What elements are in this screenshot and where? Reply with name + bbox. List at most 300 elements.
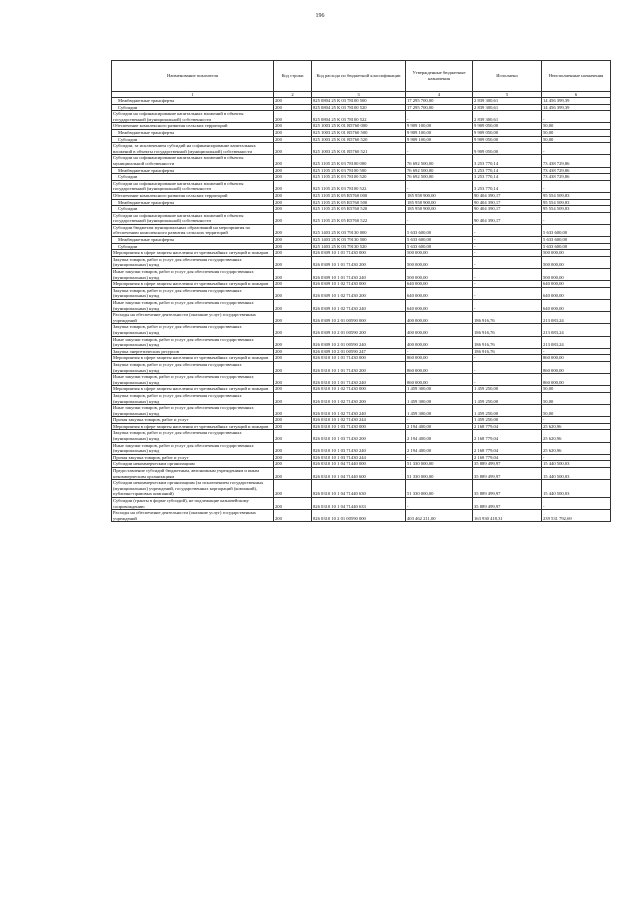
header-approved: Утвержденные бюджетные назначения xyxy=(406,61,473,92)
row-approved: 400 000,00 xyxy=(406,336,473,348)
column-number: 2 xyxy=(274,92,312,98)
row-unexecuted: 500 000,00 xyxy=(542,250,611,257)
row-unexecuted: - xyxy=(542,212,611,224)
row-name: Субсидии, за исключением субсидий на софинансирование капитальных вложений в объекты государственной (муниципальной) собственности xyxy=(112,143,274,155)
table-row xyxy=(112,442,611,454)
row-line-code: 200 xyxy=(274,129,312,136)
row-unexecuted: 50,00 xyxy=(542,123,611,130)
table-row xyxy=(112,454,611,461)
row-name: Субсидии xyxy=(112,206,274,213)
row-name: Субсидии xyxy=(112,104,274,111)
row-approved: - xyxy=(406,212,473,224)
row-kbk: 825 1403 25 К 03 79130 500 xyxy=(312,237,406,244)
row-name: Иные закупки товаров, работ и услуг для обеспечения государственных (муниципальных) нужд xyxy=(112,269,274,281)
row-kbk: 825 1105 25 К 03 78100 000 xyxy=(312,155,406,167)
row-executed: 35 889 499,97 xyxy=(473,498,542,510)
table-row xyxy=(112,111,611,123)
row-kbk: 826 0310 10 1 04 71440 633 xyxy=(312,498,406,510)
row-kbk: 825 1105 25 К 03 78100 522 xyxy=(312,180,406,192)
row-line-code: 200 xyxy=(274,336,312,348)
table-row xyxy=(112,300,611,312)
row-name: Закупка товаров, работ и услуг для обеспечения государственных (муниципальных) нужд xyxy=(112,361,274,373)
row-unexecuted: 860 000,00 xyxy=(542,374,611,386)
row-name: Мероприятия в сфере защиты населения от чрезвычайных ситуаций и пожаров xyxy=(112,250,274,257)
row-kbk: 825 1003 25 К 01 R5760 521 xyxy=(312,143,406,155)
row-approved: 9 909 100,00 xyxy=(406,123,473,130)
row-name: Субсидии на софинансирование капитальных вложений в объекты государственной (муниципальной) собственности xyxy=(112,180,274,192)
row-line-code: 200 xyxy=(274,300,312,312)
row-name: Иные закупки товаров, работ и услуг для обеспечения государственных (муниципальных) нужд xyxy=(112,374,274,386)
row-approved: 2 194 400,00 xyxy=(406,442,473,454)
row-approved: - xyxy=(406,348,473,355)
row-unexecuted: 640 000,00 xyxy=(542,300,611,312)
header-kbk: Код расхода по бюджетной классификации xyxy=(312,61,406,92)
row-kbk: 825 1003 25 К 01 R5760 520 xyxy=(312,136,406,143)
row-unexecuted: 15 440 500,03 xyxy=(542,480,611,498)
row-unexecuted: 50,00 xyxy=(542,386,611,393)
row-unexecuted: 640 000,00 xyxy=(542,281,611,288)
row-approved: 500 000,00 xyxy=(406,256,473,268)
row-approved: - xyxy=(406,111,473,123)
row-executed: 2 839 300,61 xyxy=(473,104,542,111)
row-name: Субсидии xyxy=(112,174,274,181)
page-number: 196 xyxy=(315,13,325,19)
row-executed: 9 909 050,00 xyxy=(473,123,542,130)
row-line-code: 200 xyxy=(274,167,312,174)
row-name: Субсидии некоммерческим организациям xyxy=(112,461,274,468)
row-kbk: 826 0310 10 1 04 71440 630 xyxy=(312,480,406,498)
row-approved: - xyxy=(406,417,473,424)
row-unexecuted: - xyxy=(542,454,611,461)
column-number: 4 xyxy=(406,92,473,98)
row-kbk: 826 0309 10 1 01 71430 240 xyxy=(312,269,406,281)
row-line-code: 200 xyxy=(274,324,312,336)
row-unexecuted: - xyxy=(542,348,611,355)
row-line-code: 200 xyxy=(274,155,312,167)
row-executed: 2 168 779,04 xyxy=(473,442,542,454)
row-kbk: 825 1105 25 К 03 78100 500 xyxy=(312,167,406,174)
row-approved: 185 958 900,00 xyxy=(406,192,473,199)
row-line-code: 200 xyxy=(274,461,312,468)
row-line-code: 200 xyxy=(274,192,312,199)
row-line-code: 200 xyxy=(274,480,312,498)
row-name: Субсидии бюджетам муниципальных образований на мероприятия по обеспечению комплексного развития сельских территорий xyxy=(112,224,274,236)
row-approved: 640 000,00 xyxy=(406,281,473,288)
row-executed: 186 916,76 xyxy=(473,312,542,324)
row-approved: 640 000,00 xyxy=(406,300,473,312)
row-executed: 90 404 390,17 xyxy=(473,206,542,213)
row-name: Субсидии на софинансирование капитальных вложений в объекты государственной (муниципальной) собственности xyxy=(112,111,274,123)
row-line-code: 200 xyxy=(274,136,312,143)
row-line-code: 200 xyxy=(274,174,312,181)
row-approved: - xyxy=(406,180,473,192)
row-name: Субсидии некоммерческим организациям (за исключением государственных (муниципальных) учреждений, государственных корпораций (компаний), публично-правовых компаний) xyxy=(112,480,274,498)
row-unexecuted: 73 438 729,86 xyxy=(542,155,611,167)
row-unexecuted: 500 000,00 xyxy=(542,269,611,281)
row-approved: 1 459 300,00 xyxy=(406,405,473,417)
row-line-code: 200 xyxy=(274,430,312,442)
row-approved: 2 194 400,00 xyxy=(406,423,473,430)
row-line-code: 200 xyxy=(274,348,312,355)
row-unexecuted: 640 000,00 xyxy=(542,287,611,299)
row-line-code: 200 xyxy=(274,143,312,155)
row-approved: 400 000,00 xyxy=(406,324,473,336)
row-executed: 1 459 250,00 xyxy=(473,386,542,393)
row-name: Иные закупки товаров, работ и услуг для обеспечения государственных (муниципальных) нужд xyxy=(112,442,274,454)
row-kbk: 826 0309 10 1 02 71430 000 xyxy=(312,281,406,288)
row-approved: 76 692 500,00 xyxy=(406,174,473,181)
row-unexecuted: - xyxy=(542,417,611,424)
row-approved: 9 909 100,00 xyxy=(406,129,473,136)
row-line-code: 200 xyxy=(274,423,312,430)
row-unexecuted: 14 456 399,39 xyxy=(542,98,611,105)
row-name: Межбюджетные трансферты xyxy=(112,167,274,174)
table-row xyxy=(112,98,611,105)
row-line-code: 200 xyxy=(274,417,312,424)
row-line-code: 200 xyxy=(274,224,312,236)
table-row xyxy=(112,480,611,498)
header-name: Наименование показателя xyxy=(112,61,274,92)
column-number: 1 xyxy=(112,92,274,98)
table-row xyxy=(112,256,611,268)
row-unexecuted: 50,00 xyxy=(542,392,611,404)
table-row xyxy=(112,143,611,155)
table-body xyxy=(112,98,611,522)
row-unexecuted: 15 440 500,03 xyxy=(542,468,611,480)
row-unexecuted: 239 531 792,69 xyxy=(542,510,611,522)
row-executed: 2 168 779,04 xyxy=(473,423,542,430)
row-unexecuted: 500 000,00 xyxy=(542,256,611,268)
row-executed: - xyxy=(473,237,542,244)
row-approved: 5 633 600,00 xyxy=(406,237,473,244)
column-number: 3 xyxy=(312,92,406,98)
row-name: Межбюджетные трансферты xyxy=(112,129,274,136)
row-line-code: 200 xyxy=(274,123,312,130)
table-row xyxy=(112,206,611,213)
column-number: 5 xyxy=(473,92,542,98)
row-approved: 5 633 600,00 xyxy=(406,243,473,250)
row-kbk: 826 0310 10 1 01 71430 200 xyxy=(312,361,406,373)
row-name: Субсидии на софинансирование капитальных вложений в объекты муниципальной собственности xyxy=(112,155,274,167)
row-line-code: 200 xyxy=(274,498,312,510)
row-kbk: 826 0309 10 1 02 71430 200 xyxy=(312,287,406,299)
row-approved: 76 692 500,00 xyxy=(406,155,473,167)
header-unexecuted: Неисполненные назначения xyxy=(542,61,611,92)
row-executed: - xyxy=(473,256,542,268)
table-row xyxy=(112,129,611,136)
row-executed: 2 839 300,61 xyxy=(473,111,542,123)
row-approved: - xyxy=(406,454,473,461)
row-line-code: 200 xyxy=(274,468,312,480)
header-executed: Исполнено xyxy=(473,61,542,92)
row-kbk: 826 0310 10 1 04 71440 600 xyxy=(312,468,406,480)
row-kbk: 826 0309 10 2 01 00590 247 xyxy=(312,348,406,355)
row-line-code: 200 xyxy=(274,405,312,417)
row-line-code: 200 xyxy=(274,269,312,281)
row-line-code: 200 xyxy=(274,212,312,224)
row-name: Расходы на обеспечение деятельности (оказание услуг) государственных учреждений xyxy=(112,510,274,522)
budget-execution-table xyxy=(111,60,611,522)
table-row xyxy=(112,423,611,430)
row-approved: 500 000,00 xyxy=(406,269,473,281)
row-approved: 185 958 900,00 xyxy=(406,206,473,213)
row-approved: 5 633 600,00 xyxy=(406,224,473,236)
row-kbk: 825 0804 25 К 03 78100 522 xyxy=(312,111,406,123)
table-row xyxy=(112,336,611,348)
row-approved: 51 330 000,00 xyxy=(406,461,473,468)
row-executed: 35 889 499,97 xyxy=(473,468,542,480)
row-unexecuted: 25 620,96 xyxy=(542,442,611,454)
row-line-code: 200 xyxy=(274,361,312,373)
row-approved: 860 000,00 xyxy=(406,355,473,362)
row-unexecuted: 50,00 xyxy=(542,405,611,417)
row-kbk: 826 0310 10 1 01 71430 240 xyxy=(312,374,406,386)
table-row xyxy=(112,269,611,281)
row-executed: - xyxy=(473,361,542,373)
row-kbk: 825 1403 25 К 03 79130 520 xyxy=(312,243,406,250)
row-unexecuted: 213 083,24 xyxy=(542,324,611,336)
row-approved: 1 459 300,00 xyxy=(406,392,473,404)
row-line-code: 200 xyxy=(274,355,312,362)
row-unexecuted: - xyxy=(542,111,611,123)
row-executed: - xyxy=(473,300,542,312)
row-executed: - xyxy=(473,281,542,288)
row-executed: 9 909 050,00 xyxy=(473,136,542,143)
table-row xyxy=(112,281,611,288)
table-row xyxy=(112,468,611,480)
row-kbk: 826 0310 10 1 03 71430 200 xyxy=(312,430,406,442)
row-kbk: 826 0309 10 1 01 71430 000 xyxy=(312,250,406,257)
row-kbk: 825 1105 25 К 05 R5760 500 xyxy=(312,199,406,206)
row-approved: 403 462 211,00 xyxy=(406,510,473,522)
row-name: Расходы на обеспечение деятельности (оказание услуг) государственных учреждений xyxy=(112,312,274,324)
row-name: Межбюджетные трансферты xyxy=(112,199,274,206)
table-row xyxy=(112,417,611,424)
table-row xyxy=(112,192,611,199)
row-executed: - xyxy=(473,355,542,362)
row-name: Прочая закупка товаров, работ и услуг xyxy=(112,454,274,461)
row-executed: 90 404 390,17 xyxy=(473,192,542,199)
row-kbk: 825 1003 25 К 01 R5760 000 xyxy=(312,123,406,130)
row-executed: 9 909 050,00 xyxy=(473,143,542,155)
row-executed: - xyxy=(473,224,542,236)
table-row xyxy=(112,136,611,143)
row-approved: 400 000,00 xyxy=(406,312,473,324)
row-kbk: 826 0309 10 2 01 00590 200 xyxy=(312,324,406,336)
row-line-code: 200 xyxy=(274,250,312,257)
row-kbk: 826 0310 10 1 03 71430 000 xyxy=(312,423,406,430)
row-unexecuted: - xyxy=(542,498,611,510)
row-kbk: 825 0804 25 К 03 78100 520 xyxy=(312,104,406,111)
row-executed: 1 459 250,00 xyxy=(473,405,542,417)
row-executed: 1 459 250,00 xyxy=(473,392,542,404)
row-approved: 17 295 700,00 xyxy=(406,104,473,111)
row-executed: 3 253 770,14 xyxy=(473,180,542,192)
row-kbk: 825 1105 25 К 05 R5760 522 xyxy=(312,212,406,224)
table-row xyxy=(112,498,611,510)
table-row xyxy=(112,243,611,250)
table-row xyxy=(112,123,611,130)
row-name: Иные закупки товаров, работ и услуг для обеспечения государственных (муниципальных) нужд xyxy=(112,336,274,348)
table-row xyxy=(112,430,611,442)
row-kbk: 826 0310 10 1 04 71440 000 xyxy=(312,461,406,468)
table-row xyxy=(112,180,611,192)
row-line-code: 200 xyxy=(274,287,312,299)
table-row xyxy=(112,312,611,324)
row-kbk: 825 1105 25 К 05 R5760 520 xyxy=(312,206,406,213)
row-line-code: 200 xyxy=(274,454,312,461)
row-approved: 500 000,00 xyxy=(406,250,473,257)
row-unexecuted: 5 633 600,00 xyxy=(542,243,611,250)
row-name: Закупка энергетических ресурсов xyxy=(112,348,274,355)
row-approved: 76 692 500,00 xyxy=(406,167,473,174)
row-approved: 640 000,00 xyxy=(406,287,473,299)
row-kbk: 826 0310 10 1 02 71430 240 xyxy=(312,405,406,417)
table-row xyxy=(112,510,611,522)
table-row xyxy=(112,104,611,111)
row-unexecuted: 50,00 xyxy=(542,136,611,143)
row-unexecuted: 95 554 509,83 xyxy=(542,192,611,199)
row-line-code: 200 xyxy=(274,206,312,213)
table-row xyxy=(112,237,611,244)
row-name: Предоставление субсидий бюджетным, автономным учреждениям и иным некоммерческим организациям xyxy=(112,468,274,480)
row-unexecuted: 860 000,00 xyxy=(542,355,611,362)
row-approved: 185 958 900,00 xyxy=(406,199,473,206)
row-unexecuted: 15 440 500,03 xyxy=(542,461,611,468)
row-unexecuted: 213 083,24 xyxy=(542,336,611,348)
table-row xyxy=(112,386,611,393)
row-name: Обеспечение комплексного развития сельских территорий xyxy=(112,192,274,199)
table-row xyxy=(112,392,611,404)
row-unexecuted: 95 554 509,83 xyxy=(542,206,611,213)
row-approved: - xyxy=(406,498,473,510)
row-executed: 35 889 499,97 xyxy=(473,480,542,498)
table-row xyxy=(112,361,611,373)
table-row xyxy=(112,155,611,167)
row-executed: 3 253 770,14 xyxy=(473,174,542,181)
table-row xyxy=(112,348,611,355)
row-executed: 186 916,76 xyxy=(473,324,542,336)
row-approved: 51 330 000,00 xyxy=(406,468,473,480)
column-number: 6 xyxy=(542,92,611,98)
row-approved: 9 909 100,00 xyxy=(406,136,473,143)
row-unexecuted: 73 438 729,86 xyxy=(542,167,611,174)
row-approved: - xyxy=(406,143,473,155)
row-unexecuted: 95 554 509,83 xyxy=(542,199,611,206)
row-name: Закупка товаров, работ и услуг для обеспечения государственных (муниципальных) нужд xyxy=(112,324,274,336)
row-line-code: 200 xyxy=(274,281,312,288)
row-name: Субсидии на софинансирование капитальных вложений в объекты государственной (муниципальной) собственности xyxy=(112,212,274,224)
row-kbk: 826 0309 10 1 01 71430 200 xyxy=(312,256,406,268)
row-executed: - xyxy=(473,250,542,257)
row-line-code: 200 xyxy=(274,386,312,393)
row-kbk: 826 0309 10 2 01 00590 240 xyxy=(312,336,406,348)
row-approved: 51 330 000,00 xyxy=(406,480,473,498)
row-name: Мероприятия в сфере защиты населения от чрезвычайных ситуаций и пожаров xyxy=(112,281,274,288)
row-name: Субсидии xyxy=(112,136,274,143)
row-executed: 2 168 779,04 xyxy=(473,454,542,461)
row-unexecuted: 73 438 729,86 xyxy=(542,174,611,181)
row-executed: 2 168 779,04 xyxy=(473,430,542,442)
row-name: Иные закупки товаров, работ и услуг для обеспечения государственных (муниципальных) нужд xyxy=(112,300,274,312)
row-kbk: 826 0309 10 2 01 00590 000 xyxy=(312,312,406,324)
row-name: Закупка товаров, работ и услуг для обеспечения государственных (муниципальных) нужд xyxy=(112,287,274,299)
row-line-code: 200 xyxy=(274,510,312,522)
row-name: Межбюджетные трансферты xyxy=(112,98,274,105)
row-executed: 90 404 390,17 xyxy=(473,199,542,206)
row-unexecuted: 14 456 399,39 xyxy=(542,104,611,111)
row-name: Мероприятия в сфере защиты населения от чрезвычайных ситуаций и пожаров xyxy=(112,386,274,393)
row-executed: 186 916,76 xyxy=(473,348,542,355)
row-kbk: 826 0310 10 1 02 71430 200 xyxy=(312,392,406,404)
row-unexecuted: 213 083,24 xyxy=(542,312,611,324)
row-line-code: 200 xyxy=(274,104,312,111)
row-line-code: 200 xyxy=(274,180,312,192)
row-kbk: 825 1105 25 К 05 R5760 000 xyxy=(312,192,406,199)
row-approved: 860 000,00 xyxy=(406,361,473,373)
row-executed: 1 459 250,00 xyxy=(473,417,542,424)
table-header-row xyxy=(112,61,611,92)
row-kbk: 826 0310 10 1 02 71430 244 xyxy=(312,417,406,424)
row-kbk: 825 1003 25 К 01 R5760 500 xyxy=(312,129,406,136)
row-executed: - xyxy=(473,243,542,250)
row-kbk: 826 0310 10 1 03 71430 244 xyxy=(312,454,406,461)
row-executed: 3 253 770,14 xyxy=(473,155,542,167)
table-row xyxy=(112,461,611,468)
row-name: Обеспечение комплексного развития сельских территорий xyxy=(112,123,274,130)
row-unexecuted: - xyxy=(542,143,611,155)
row-name: Мероприятия в сфере защиты населения от чрезвычайных ситуаций и пожаров xyxy=(112,355,274,362)
row-line-code: 200 xyxy=(274,392,312,404)
row-line-code: 200 xyxy=(274,312,312,324)
row-executed: 163 930 418,31 xyxy=(473,510,542,522)
row-executed: - xyxy=(473,374,542,386)
row-line-code: 200 xyxy=(274,442,312,454)
row-executed: 2 839 300,61 xyxy=(473,98,542,105)
row-name: Межбюджетные трансферты xyxy=(112,237,274,244)
table-row xyxy=(112,405,611,417)
row-unexecuted: 25 620,96 xyxy=(542,430,611,442)
row-line-code: 200 xyxy=(274,243,312,250)
row-executed: - xyxy=(473,269,542,281)
row-kbk: 826 0310 10 1 02 71430 000 xyxy=(312,386,406,393)
row-name: Иные закупки товаров, работ и услуг для обеспечения государственных (муниципальных) нужд xyxy=(112,405,274,417)
row-name: Субсидии (гранты в форме субсидий), не подлежащие казначейскому сопровождению xyxy=(112,498,274,510)
row-unexecuted: 25 620,96 xyxy=(542,423,611,430)
row-kbk: 825 1105 25 К 03 78100 520 xyxy=(312,174,406,181)
row-kbk: 826 0310 10 1 03 71430 240 xyxy=(312,442,406,454)
row-name: Закупка товаров, работ и услуг для обеспечения государственных (муниципальных) нужд xyxy=(112,392,274,404)
row-executed: 186 916,76 xyxy=(473,336,542,348)
row-approved: 1 459 300,00 xyxy=(406,386,473,393)
table-row xyxy=(112,287,611,299)
row-unexecuted: 50,00 xyxy=(542,129,611,136)
table-row xyxy=(112,174,611,181)
table-row xyxy=(112,224,611,236)
row-unexecuted: 5 633 600,00 xyxy=(542,237,611,244)
row-executed: - xyxy=(473,287,542,299)
row-executed: 35 889 499,97 xyxy=(473,461,542,468)
row-name: Мероприятия в сфере защиты населения от чрезвычайных ситуаций и пожаров xyxy=(112,423,274,430)
row-unexecuted: 860 000,00 xyxy=(542,361,611,373)
row-name: Закупка товаров, работ и услуг для обеспечения государственных (муниципальных) нужд xyxy=(112,430,274,442)
row-line-code: 200 xyxy=(274,374,312,386)
row-kbk: 826 0310 10 2 01 00590 000 xyxy=(312,510,406,522)
row-kbk: 825 1403 25 К 03 79130 000 xyxy=(312,224,406,236)
row-line-code: 200 xyxy=(274,111,312,123)
row-line-code: 200 xyxy=(274,98,312,105)
row-unexecuted: - xyxy=(542,180,611,192)
